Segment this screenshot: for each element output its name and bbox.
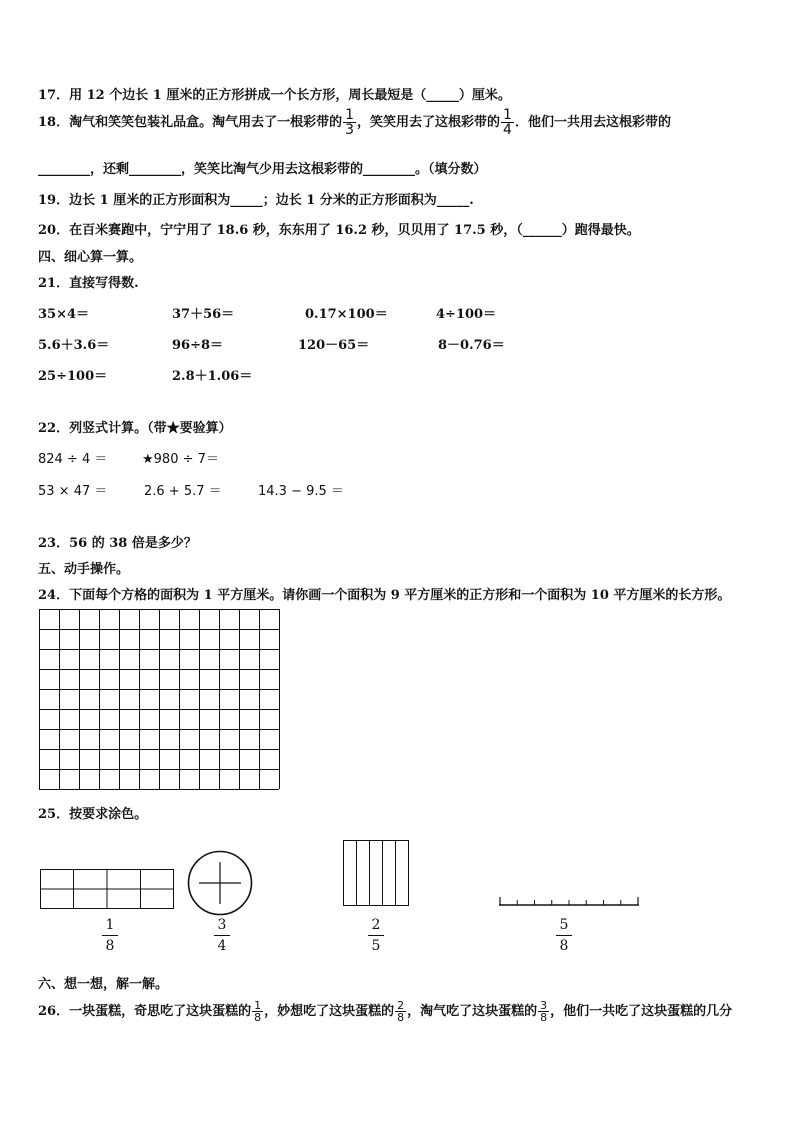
- question-18-line-2: ________，还剩________，笑笑比淘气少用去这根彩带的________。（填分数）: [38, 162, 487, 177]
- section-6-heading: 六、想一想，解一解。: [38, 977, 169, 992]
- fraction-numerator: 3: [540, 999, 548, 1012]
- fraction-one-eighth: [252, 1000, 263, 1023]
- fraction-one-third: [343, 108, 356, 137]
- fraction-three-eighths: [538, 1000, 549, 1023]
- segment-eighths[interactable]: [499, 894, 639, 908]
- fraction-numerator: 1: [503, 107, 512, 123]
- question-25-title: 25．按要求涂色。: [38, 807, 148, 822]
- calc-item: 8－0.76＝: [438, 338, 505, 353]
- fraction-denominator: 3: [345, 122, 355, 138]
- question-21-title: 21．直接写得数.: [38, 276, 139, 291]
- fraction-denominator: 8: [254, 1011, 262, 1024]
- question-26-post: ，他们一共吃了这块蛋糕的几分: [550, 1004, 733, 1019]
- circle-quarters[interactable]: [187, 850, 253, 916]
- label-two-fifths: [368, 918, 384, 953]
- vertical-calc-item: 2.6 + 5.7 ＝: [144, 484, 222, 499]
- vertical-calc-item: 14.3 − 9.5 ＝: [258, 484, 344, 499]
- fraction-numerator: 2: [371, 917, 381, 933]
- fraction-numerator: 1: [254, 999, 262, 1012]
- question-26-pre: 26．一块蛋糕，奇思吃了这块蛋糕的: [38, 1004, 252, 1019]
- label-five-eighths: [556, 918, 572, 953]
- calc-item: 5.6＋3.6＝: [38, 338, 110, 353]
- fraction-numerator: 3: [217, 917, 227, 933]
- fraction-numerator: 2: [397, 999, 405, 1012]
- fraction-numerator: 1: [345, 107, 355, 123]
- label-three-quarters: [214, 918, 230, 953]
- label-one-eighth: [102, 918, 118, 953]
- vertical-calc-item: 824 ÷ 4 ＝: [38, 452, 108, 467]
- vertical-calc-item: 53 × 47 ＝: [38, 484, 108, 499]
- question-26-mid-1: ，妙想吃了这块蛋糕的: [264, 1004, 395, 1019]
- question-19: 19．边长 1 厘米的正方形面积为_____；边长 1 分米的正方形面积为_____.: [38, 193, 474, 208]
- vertical-calc-item: ★980 ÷ 7＝: [142, 452, 219, 467]
- question-26-mid-2: ，淘气吃了这块蛋糕的: [407, 1004, 538, 1019]
- question-24: 24．下面每个方格的面积为 1 平方厘米。请你画一个面积为 9 平方厘米的正方形和一个面积为 10 平方厘米的长方形。: [38, 588, 731, 603]
- fraction-denominator: 8: [540, 1011, 548, 1024]
- question-17: 17．用 12 个边长 1 厘米的正方形拼成一个长方形，周长最短是（_____）厘米。: [38, 88, 511, 103]
- fraction-denominator: 4: [214, 935, 230, 953]
- calc-item: 0.17×100＝: [305, 307, 388, 322]
- square-grid[interactable]: [39, 609, 279, 789]
- fraction-one-quarter: [501, 108, 514, 137]
- question-18-mid: ，笑笑用去了这根彩带的: [357, 115, 501, 130]
- section-5-heading: 五、动手操作。: [38, 562, 130, 577]
- question-26: [38, 1000, 732, 1023]
- fraction-denominator: 8: [397, 1011, 405, 1024]
- fraction-numerator: 1: [105, 917, 115, 933]
- calc-item: 120－65＝: [298, 338, 370, 353]
- question-23: 23．56 的 38 倍是多少？: [38, 536, 197, 551]
- fraction-denominator: 4: [503, 122, 512, 138]
- question-18-post: ．他们一共用去这根彩带的: [514, 115, 671, 130]
- fraction-denominator: 8: [102, 935, 118, 953]
- rectangle-fifths[interactable]: [343, 840, 409, 906]
- rectangle-eighths[interactable]: [40, 869, 174, 909]
- question-18-pre: 18．淘气和笑笑包装礼品盒。淘气用去了一根彩带的: [38, 115, 343, 130]
- fraction-two-eighths: [395, 1000, 406, 1023]
- calc-item: 35×4＝: [38, 307, 90, 322]
- calc-item: 96÷8＝: [172, 338, 224, 353]
- fraction-numerator: 5: [559, 917, 569, 933]
- calc-item: 2.8＋1.06＝: [172, 369, 253, 384]
- section-4-heading: 四、细心算一算。: [38, 250, 143, 265]
- calc-item: 4÷100＝: [436, 307, 497, 322]
- fraction-denominator: 5: [368, 935, 384, 953]
- calc-item: 37＋56＝: [172, 307, 235, 322]
- question-20: 20．在百米赛跑中，宁宁用了 18.6 秒，东东用了 16.2 秒，贝贝用了 17.5 秒，（______）跑得最快。: [38, 223, 640, 238]
- calc-item: 25÷100＝: [38, 369, 108, 384]
- question-18: [38, 108, 671, 137]
- question-22-title: 22．列竖式计算。（带★要验算）: [38, 421, 232, 436]
- fraction-denominator: 8: [556, 935, 572, 953]
